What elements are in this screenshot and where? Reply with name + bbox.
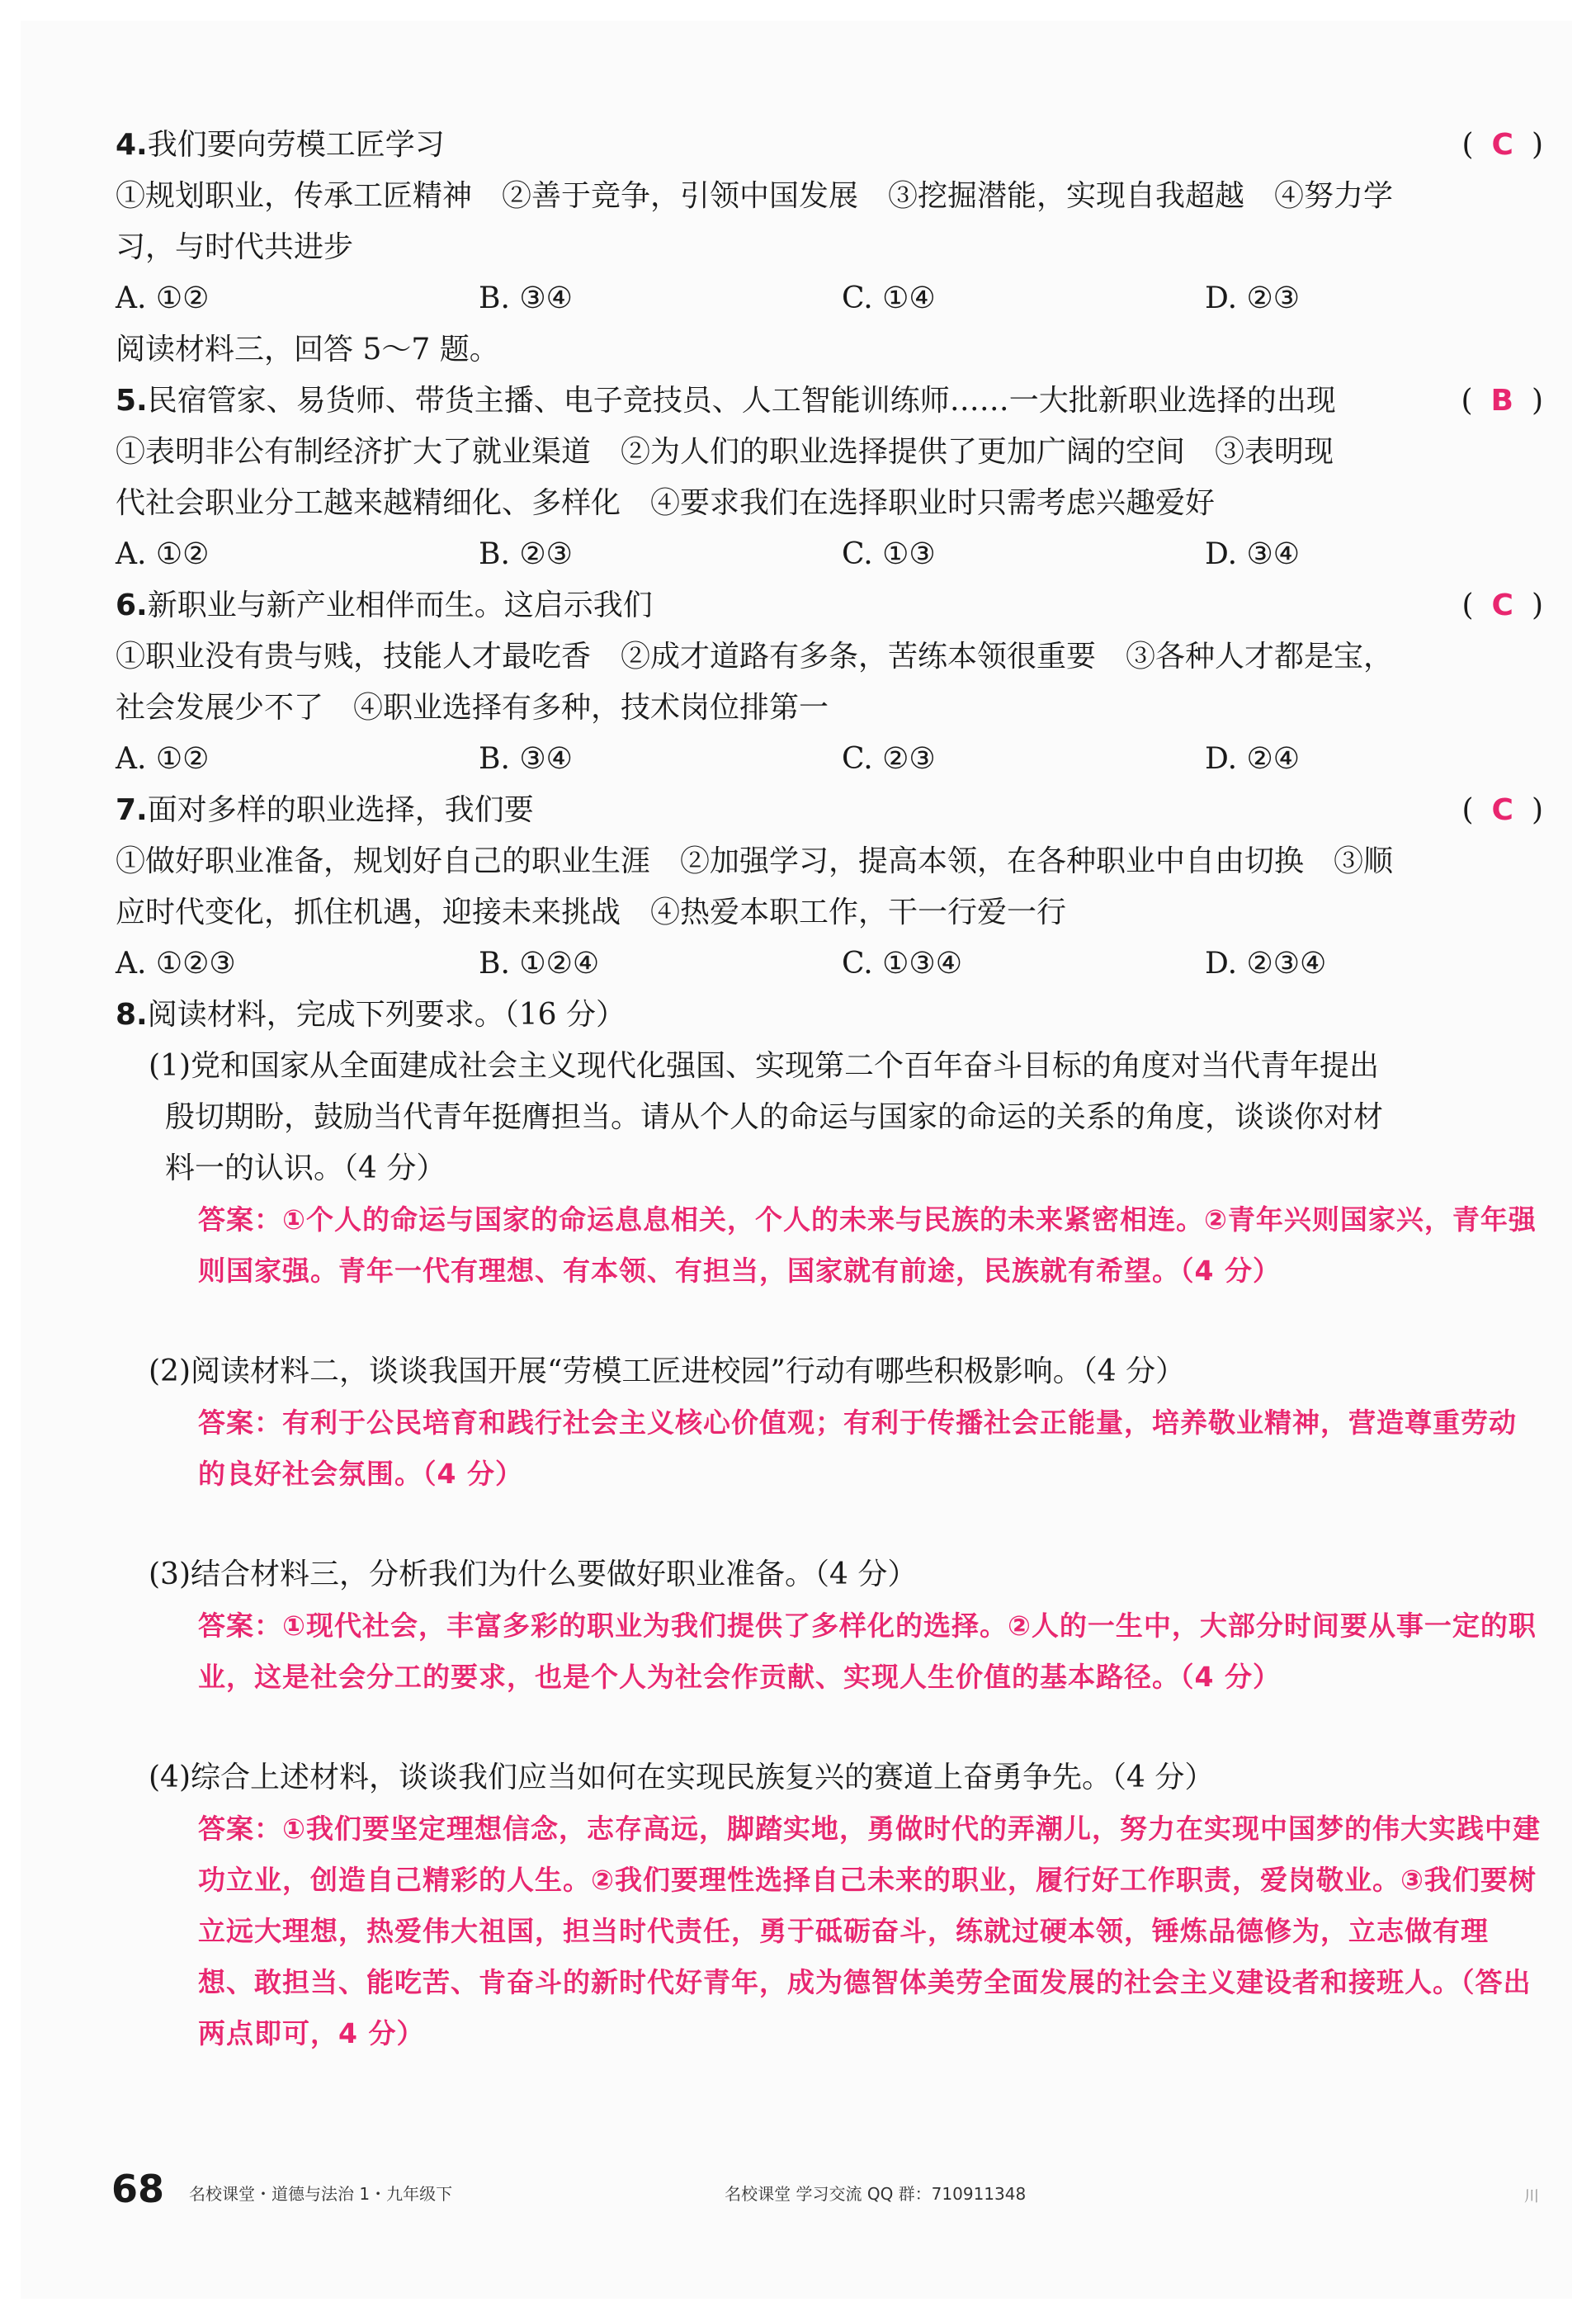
qq-group-info: 名校课堂 学习交流 QQ 群：710911348 (725, 2184, 1027, 2204)
answer-letter: C (1491, 793, 1513, 827)
option-d: D. ②③ (1205, 281, 1301, 315)
option-b: B. ①②④ (479, 947, 600, 981)
option-c: C. ①④ (842, 281, 936, 315)
question-5-body-1: ①表明非公有制经济扩大了就业渠道 ②为人们的职业选择提供了更加广阔的空间 ③表明现 (116, 435, 1334, 469)
question-4-body-2: 习，与时代共进步 (116, 230, 354, 264)
option-a: A. ①② (116, 537, 210, 571)
option-b: B. ③④ (479, 281, 573, 315)
edition-mark: 川 (1524, 2188, 1539, 2205)
question-7-options (116, 938, 1543, 990)
question-5-stem: 5.民宿管家、易货师、带货主播、电子竞技员、人工智能训练师……一大批新职业选择的出现 ( B ) (116, 376, 1543, 427)
answer-letter: B (1490, 384, 1513, 418)
answer-bracket: ( C ) (1461, 793, 1543, 827)
option-c: C. ①③④ (842, 947, 962, 981)
part-1-question-line-1: (1)党和国家从全面建成社会主义现代化强国、实现第二个百年奋斗目标的角度对当代青年提出 (149, 1049, 1379, 1083)
question-content (116, 120, 1543, 2059)
part-3-answer: 答案：①现代社会，丰富多彩的职业为我们提供了多样化的选择。②人的一生中，大部分时间要从事一定的职业，这是社会分工的要求，也是个人为社会作贡献、实现人生价值的基本路径。（4 分） (198, 1610, 1537, 1693)
page-number: 68 (111, 2167, 165, 2211)
part-3-question: (3)结合材料三，分析我们为什么要做好职业准备。（4 分） (149, 1558, 918, 1591)
answer-bracket: ( C ) (1461, 589, 1543, 622)
option-a: A. ①②③ (116, 947, 236, 981)
option-b: B. ②③ (479, 537, 573, 571)
option-b: B. ③④ (479, 742, 573, 776)
book-title: 名校课堂・道德与法治 1・九年级下 (189, 2184, 453, 2204)
part-1-question-line-2: 殷切期盼，鼓励当代青年挺膺担当。请从个人的命运与国家的命运的关系的角度，谈谈你对材 (165, 1100, 1384, 1134)
material-3-intro: 阅读材料三，回答 5～7 题。 (116, 333, 499, 366)
question-7-body-2: 应时代变化，抓住机遇，迎接未来挑战 ④热爱本职工作，干一行爱一行 (116, 896, 1067, 929)
page-footer (111, 2150, 1539, 2211)
question-6-body-2: 社会发展少不了 ④职业选择有多种，技术岗位排第一 (116, 691, 829, 725)
part-2-question: (2)阅读材料二，谈谈我国开展“劳模工匠进校园”行动有哪些积极影响。（4 分） (149, 1354, 1186, 1388)
question-5-body-2: 代社会职业分工越来越精细化、多样化 ④要求我们在选择职业时只需考虑兴趣爱好 (116, 486, 1216, 520)
question-7-stem: 7.面对多样的职业选择，我们要 ( C ) (116, 785, 1543, 836)
answer-letter: C (1491, 128, 1513, 162)
question-6-body-1: ①职业没有贵与贱，技能人才最吃香 ②成才道路有多条，苦练本领很重要 ③各种人才都是宝， (116, 640, 1394, 674)
part-1-question-line-3: 料一的认识。（4 分） (165, 1151, 446, 1185)
question-5-options (116, 529, 1543, 580)
answer-bracket: ( C ) (1461, 128, 1543, 162)
question-6-options (116, 734, 1543, 785)
option-c: C. ①③ (842, 537, 936, 571)
option-c: C. ②③ (842, 742, 936, 776)
answer-letter: C (1491, 589, 1513, 622)
question-4-body-1: ①规划职业，传承工匠精神 ②善于竞争，引领中国发展 ③挖掘潜能，实现自我超越 ④努力学 (116, 179, 1394, 213)
part-4-answer: 答案：①我们要坚定理想信念，志存高远，脚踏实地，勇做时代的弄潮儿，努力在实现中国梦的伟大实践中建功立业，创造自己精彩的人生。②我们要理性选择自己未来的职业，履行好工作职责，爱岗敬业。③我们要树立远大理想，热爱伟大祖国，担当时代责任，勇于砥砺奋斗，练就过硬本领，锤炼品德修为，立志做有理想、敢担当、能吃苦、肯奋斗的新时代好青年，成为德智体美劳全面发展的社会主义建设者和接班人。（答出两点即可，4 分） (198, 1813, 1541, 2049)
question-7-body-1: ①做好职业准备，规划好自己的职业生涯 ②加强学习，提高本领，在各种职业中自由切换 ③顺 (116, 844, 1394, 878)
answer-bracket: ( B ) (1461, 384, 1543, 418)
option-a: A. ①② (116, 281, 210, 315)
part-1-answer: 答案：①个人的命运与国家的命运息息相关，个人的未来与民族的未来紧密相连。②青年兴则国家兴，青年强则国家强。青年一代有理想、有本领、有担当，国家就有前途，民族就有希望。（4 分） (198, 1203, 1537, 1287)
part-2-answer: 答案：有利于公民培育和践行社会主义核心价值观；有利于传播社会正能量，培养敬业精神，营造尊重劳动的良好社会氛围。（4 分） (198, 1406, 1517, 1490)
option-a: A. ①② (116, 742, 210, 776)
option-d: D. ②③④ (1205, 947, 1327, 981)
question-8-stem: 8.阅读材料，完成下列要求。（16 分） (116, 998, 626, 1032)
question-6-stem: 6.新职业与新产业相伴而生。这启示我们 ( C ) (116, 580, 1543, 631)
option-d: D. ②④ (1205, 742, 1301, 776)
option-d: D. ③④ (1205, 537, 1301, 571)
question-4-options (116, 273, 1543, 324)
part-4-question: (4)综合上述材料，谈谈我们应当如何在实现民族复兴的赛道上奋勇争先。（4 分） (149, 1761, 1215, 1794)
question-4-stem: 4.我们要向劳模工匠学习 ( C ) (116, 120, 1543, 171)
worksheet-page (21, 21, 1572, 2299)
